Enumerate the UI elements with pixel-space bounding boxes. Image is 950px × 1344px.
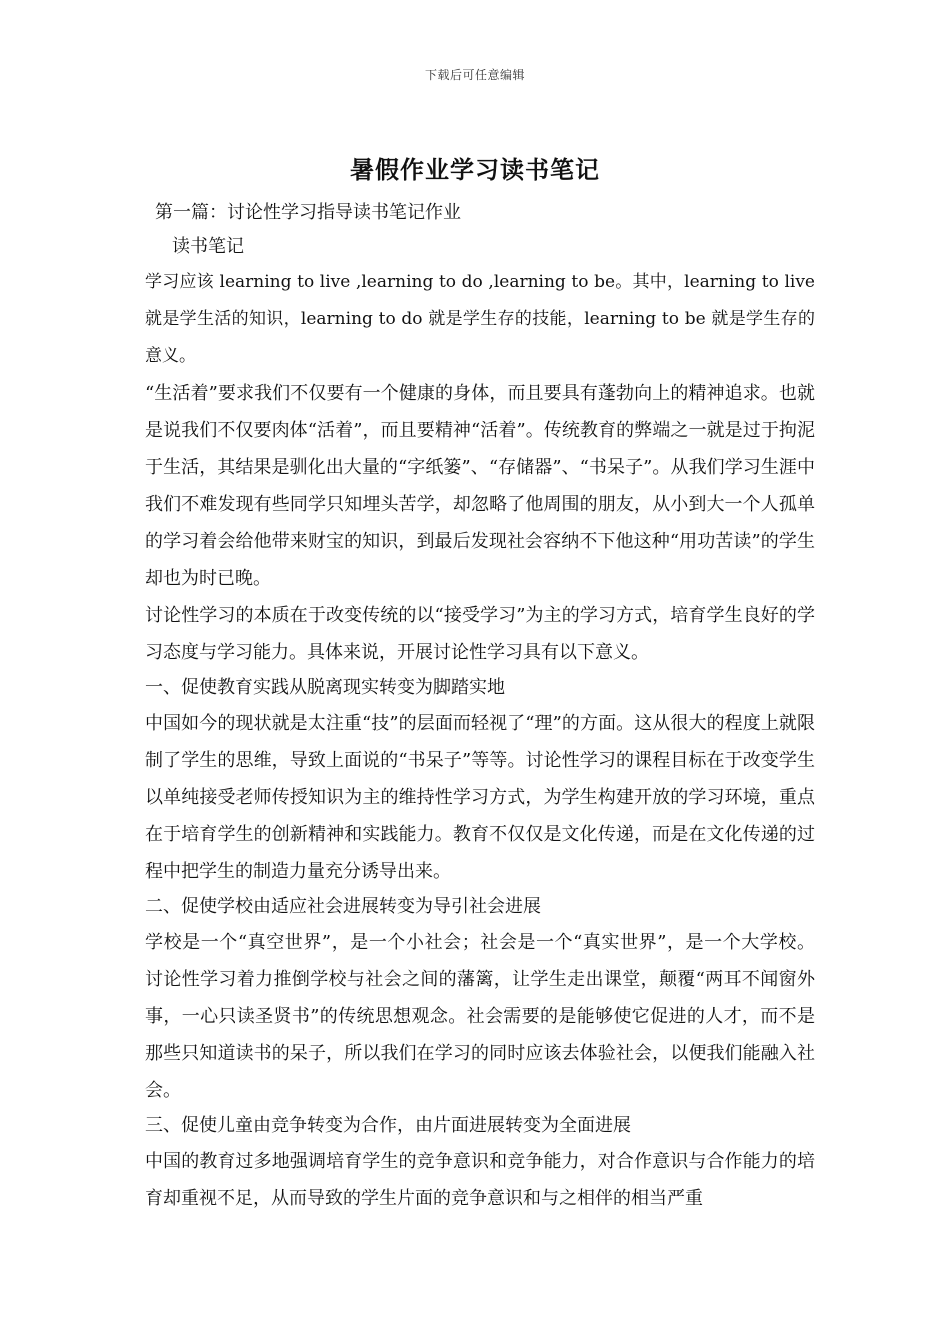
point-heading-3: 三、促使儿童由竞争转变为合作，由片面进展转变为全面进展 [145,1115,631,1136]
point-heading-1: 一、促使教育实践从脱离现实转变为脚踏实地 [145,677,505,698]
header-note: 下载后可任意编辑 [424,68,525,82]
document-title: 暑假作业学习读书笔记 [350,155,600,184]
paragraph-point-2: 学校是一个“真空世界”，是一个小社会；社会是一个“真实世界”，是一个大学校。 讨论性学习着力推倒学校与社会之间的藩篱，让学生走出课堂，颠覆“两耳不闻窗外事，一心只读圣贤书”的传统思想观念。社会需要的是能够使它促进的人才，而不是那些只知道读书的呆子，所以我们在学习的同时应该去体验社会，以便我们能融入社会。 [145,932,815,1101]
paragraph-learning: 学习应该 learning to live ,learning to do ,learning to be。其中，learning to live 就是学生活的知识，learning to do 就是学生存的技能，learning to be 就是学生存的意义。 [145,272,815,366]
paragraph-point-1: 中国如今的现状就是太注重“技”的层面而轻视了“理”的方面。这从很大的程度上就限制了学生的思维，导致上面说的“书呆子”等等。讨论性学习的课程目标在于改变学生以单纯接受老师传授知识为主的维持性学习方式，为学生构建开放的学习环境，重点在于培育学生的创新精神和实践能力。教育不仅仅是文化传递，而是在文化传递的过程中把学生的制造力量充分诱导出来。 [145,713,815,882]
paragraph-essence: 讨论性学习的本质在于改变传统的以“接受学习”为主的学习方式，培育学生良好的学习态度与学习能力。具体来说，开展讨论性学习具有以下意义。 [145,605,815,663]
paragraph-point-3: 中国的教育过多地强调培育学生的竞争意识和竞争能力，对合作意识与合作能力的培育却重视不足，从而导致的学生片面的竞争意识和与之相伴的相当严重 [145,1151,815,1209]
sub-heading: 读书笔记 [172,236,244,257]
section-heading: 第一篇：讨论性学习指导读书笔记作业 [155,202,461,223]
point-heading-2: 二、促使学校由适应社会进展转变为导引社会进展 [145,896,541,917]
document-body [145,196,815,1217]
paragraph-living: “生活着”要求我们不仅要有一个健康的身体，而且要具有蓬勃向上的精神追求。也就是说我们不仅要肉体“活着”，而且要精神“活着”。传统教育的弊端之一就是过于拘泥于生活，其结果是驯化出大量的“字纸篓”、“存储器”、“书呆子”。从我们学习生涯中我们不难发现有些同学只知埋头苦学，却忽略了他周围的朋友，从小到大一个人孤单的学习着会给他带来财宝的知识，到最后发现社会容纳不下他这种“用功苦读”的学生却也为时已晚。 [145,383,815,589]
